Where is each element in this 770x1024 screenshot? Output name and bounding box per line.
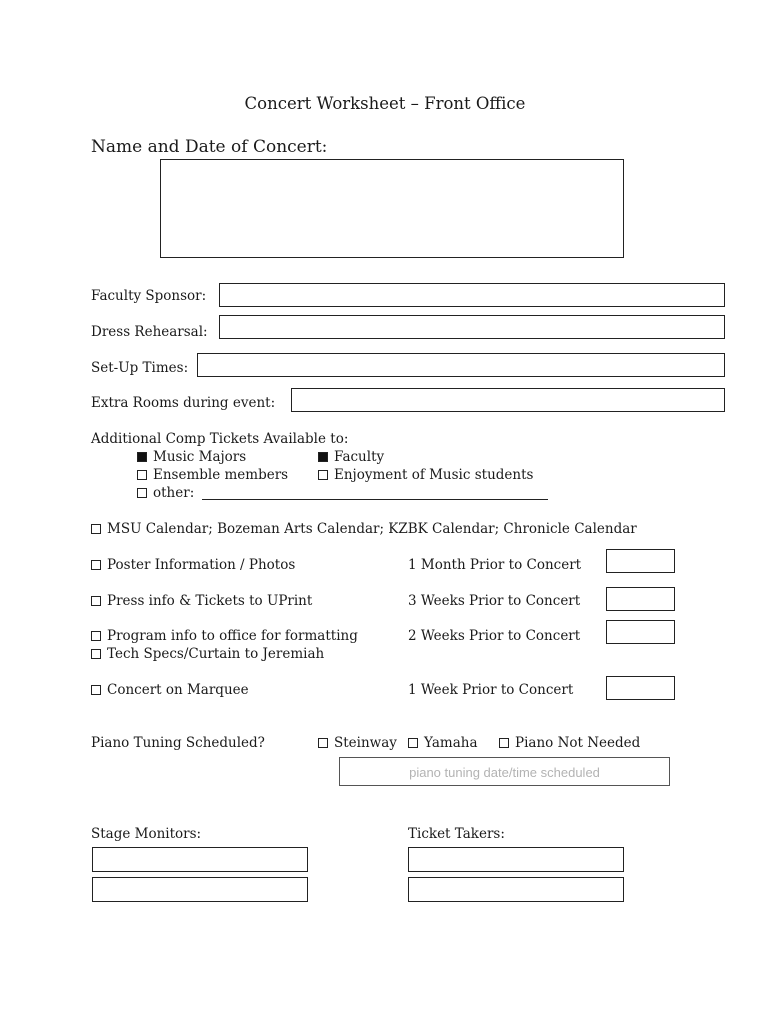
checkbox-icon[interactable] bbox=[137, 488, 147, 498]
piano-option-yamaha[interactable]: Yamaha bbox=[408, 735, 478, 751]
piano-option-not-needed[interactable]: Piano Not Needed bbox=[499, 735, 640, 751]
checkbox-icon[interactable] bbox=[137, 470, 147, 480]
faculty-sponsor-label: Faculty Sponsor: bbox=[91, 288, 207, 304]
task-press[interactable]: Press info & Tickets to UPrint bbox=[91, 593, 312, 609]
ticket-taker-field-2[interactable] bbox=[408, 877, 624, 902]
checkbox-icon[interactable] bbox=[318, 470, 328, 480]
piano-tuning-placeholder: piano tuning date/time scheduled bbox=[409, 765, 600, 780]
setup-times-field[interactable] bbox=[197, 353, 725, 377]
checkbox-icon[interactable] bbox=[91, 524, 101, 534]
ticket-taker-field-1[interactable] bbox=[408, 847, 624, 872]
name-date-label: Name and Date of Concert: bbox=[91, 137, 328, 157]
name-date-field[interactable] bbox=[160, 159, 624, 258]
deadline-1-month-field[interactable] bbox=[606, 549, 675, 573]
dress-rehearsal-field[interactable] bbox=[219, 315, 725, 339]
deadline-1-month: 1 Month Prior to Concert bbox=[408, 557, 582, 573]
stage-monitor-field-2[interactable] bbox=[92, 877, 308, 902]
piano-option-steinway[interactable]: Steinway bbox=[318, 735, 397, 751]
extra-rooms-field[interactable] bbox=[291, 388, 725, 412]
comp-option-faculty[interactable]: Faculty bbox=[318, 449, 384, 465]
comp-option-enjoyment[interactable]: Enjoyment of Music students bbox=[318, 467, 533, 483]
piano-tuning-date-field[interactable] bbox=[339, 757, 670, 786]
dress-rehearsal-label: Dress Rehearsal: bbox=[91, 324, 208, 340]
task-program[interactable]: Program info to office for formatting bbox=[91, 628, 358, 644]
checkbox-checked-icon[interactable] bbox=[137, 452, 147, 462]
task-tech-specs[interactable]: Tech Specs/Curtain to Jeremiah bbox=[91, 646, 324, 662]
task-marquee[interactable]: Concert on Marquee bbox=[91, 682, 249, 698]
page-title: Concert Worksheet – Front Office bbox=[244, 94, 526, 113]
stage-monitor-field-1[interactable] bbox=[92, 847, 308, 872]
checkbox-icon[interactable] bbox=[91, 596, 101, 606]
checkbox-icon[interactable] bbox=[91, 631, 101, 641]
comp-tickets-label: Additional Comp Tickets Available to: bbox=[91, 431, 349, 447]
comp-option-music-majors[interactable]: Music Majors bbox=[137, 449, 246, 465]
deadline-2-weeks-field[interactable] bbox=[606, 620, 675, 644]
setup-times-label: Set-Up Times: bbox=[91, 360, 189, 376]
checkbox-icon[interactable] bbox=[91, 685, 101, 695]
stage-monitors-label: Stage Monitors: bbox=[91, 826, 202, 842]
checkbox-checked-icon[interactable] bbox=[318, 452, 328, 462]
checkbox-icon[interactable] bbox=[318, 738, 328, 748]
comp-option-other[interactable]: other: bbox=[137, 485, 194, 501]
task-calendars[interactable]: MSU Calendar; Bozeman Arts Calendar; KZBK Calendar; Chronicle Calendar bbox=[91, 521, 637, 537]
comp-option-ensemble[interactable]: Ensemble members bbox=[137, 467, 288, 483]
deadline-2-weeks: 2 Weeks Prior to Concert bbox=[408, 628, 581, 644]
deadline-1-week: 1 Week Prior to Concert bbox=[408, 682, 574, 698]
checkbox-icon[interactable] bbox=[91, 560, 101, 570]
deadline-3-weeks: 3 Weeks Prior to Concert bbox=[408, 593, 581, 609]
extra-rooms-label: Extra Rooms during event: bbox=[91, 395, 276, 411]
checkbox-icon[interactable] bbox=[408, 738, 418, 748]
faculty-sponsor-field[interactable] bbox=[219, 283, 725, 307]
task-poster[interactable]: Poster Information / Photos bbox=[91, 557, 295, 573]
other-underline-field[interactable] bbox=[202, 499, 548, 500]
ticket-takers-label: Ticket Takers: bbox=[408, 826, 505, 842]
checkbox-icon[interactable] bbox=[91, 649, 101, 659]
deadline-3-weeks-field[interactable] bbox=[606, 587, 675, 611]
checkbox-icon[interactable] bbox=[499, 738, 509, 748]
piano-label: Piano Tuning Scheduled? bbox=[91, 735, 265, 751]
deadline-1-week-field[interactable] bbox=[606, 676, 675, 700]
